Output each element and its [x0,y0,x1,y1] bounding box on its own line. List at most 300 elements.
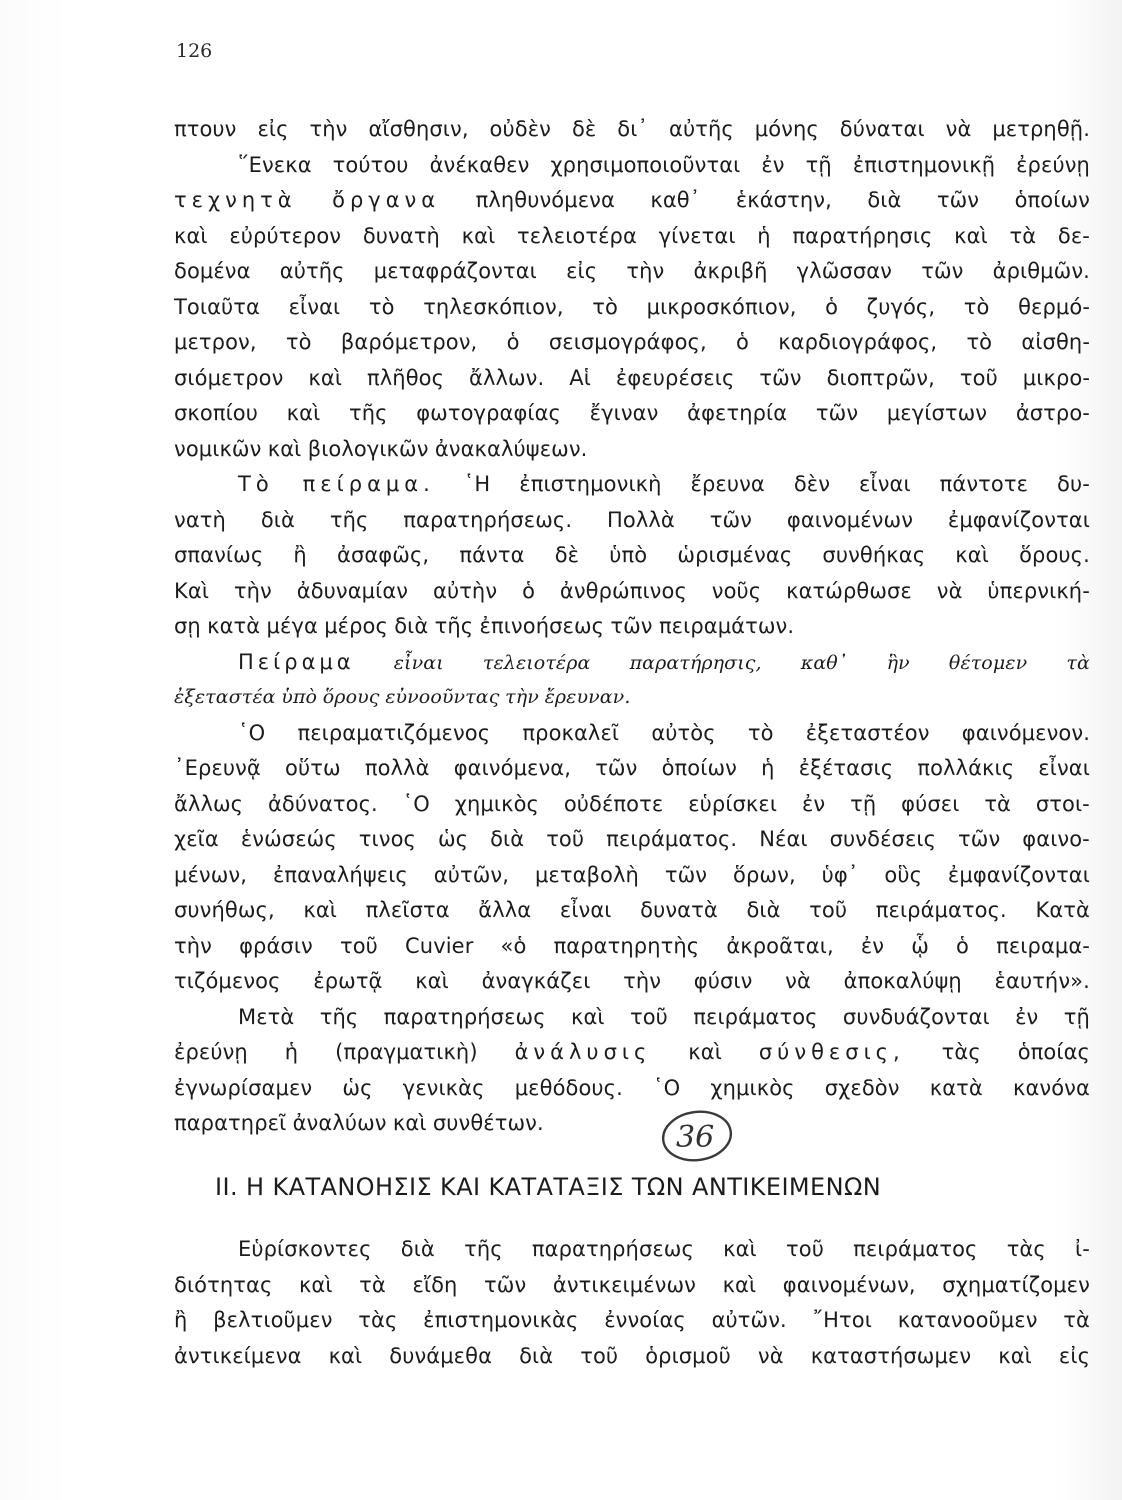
word: ζυγός, [866,294,936,319]
word: ἐννοίας [604,1308,686,1332]
word: διὰ [490,827,525,851]
word: κατὰ [929,1075,983,1100]
word: μεταφράζονται [373,259,537,283]
word: φαινομένων, [782,1272,916,1297]
word: ῞Ενεκα [238,152,312,177]
word: συνθέτων. [432,1111,544,1135]
word: ἡ [757,223,771,248]
word: μένων, [174,862,248,887]
word: τὸ [966,330,993,354]
word: τὸ [963,294,990,319]
text-line [174,432,1090,468]
word: Τοιαῦτα [174,294,260,319]
word: ἀνάλυσις [514,1040,652,1064]
word: ὁ [825,294,839,319]
word: τοῦ [959,365,998,390]
word: ὅρων, [733,862,796,887]
word: δύναται [839,117,925,141]
word: τὰς [358,1308,398,1332]
text-line [174,1268,1090,1304]
word: εἶναι [859,472,911,496]
word: αὐτῶν. [711,1308,787,1332]
word: ἀκριβῆ [693,259,768,283]
word: Μετὰ [238,1004,295,1029]
word: προκαλεῖ [522,720,620,745]
word: τῇ [850,791,877,816]
word: ἑαυτήν». [994,969,1090,993]
word: τὴν [174,933,212,958]
word: νὰ [936,578,963,603]
word: ἀδύνατος. [267,791,378,816]
word: καὶ [688,1040,722,1064]
word: τοῦ [786,1237,824,1261]
text-line [174,716,1090,752]
word: ἐγνωρίσαμεν [174,1075,313,1100]
word: οὐδὲν [489,117,551,141]
word: φύσει [901,791,960,816]
word: σχεδὸν [824,1075,900,1100]
text-line [174,574,1090,610]
word: ἔρευναν. [544,686,631,708]
word: καὶ [571,1004,605,1029]
word: τῶν [595,756,638,780]
word: ὅρους. [1019,543,1090,567]
word: μεθόδους. [514,1075,623,1100]
word: καὶ [174,223,208,248]
word: θερμό- [1018,294,1090,319]
text-line [174,254,1090,290]
text-line [174,822,1090,858]
word: βιολογικῶν [307,436,429,461]
definition-line [174,645,1090,681]
word: παρατηρήσεως. [403,507,573,532]
word: διὰ [400,1237,435,1261]
word: (πραγματικὴ) [335,1040,478,1064]
word: πειραματιζόμενος [297,720,491,745]
word: νομικῶν [174,436,262,461]
word: τὸ [368,294,395,319]
text-line [174,1339,1090,1375]
word: καρδιογράφος, [778,330,938,354]
section-heading: II. Η ΚΑΤΑΝΟΗΣΙΣ ΚΑΙ ΚΑΤΑΤΑΞΙΣ ΤΩΝ ΑΝΤΙΚΕΙΜΕΝΩΝ [215,1173,882,1201]
word: μικρο- [1022,365,1090,390]
word: ἐν [1015,1004,1039,1029]
word: ἀστρο- [1015,401,1090,425]
word: κατανοοῦμεν [897,1308,1038,1332]
word: ἐρεύνῃ [1016,152,1090,177]
word: τῆς [434,614,474,638]
word: τὴν [623,969,662,993]
word: τελειοτέρα [482,651,591,674]
text-line [174,929,1090,965]
word: τῆς [464,1237,503,1261]
text-line [174,609,1090,645]
word: πληθυνόμενα [475,188,615,212]
word: τὰ [1063,1308,1090,1332]
word: νατὴ [174,507,226,532]
word: σκοπίου [174,401,258,425]
word: τὴν [505,686,539,708]
word: καὶ [328,1343,363,1368]
word: πλεῖστα [365,898,450,922]
word: δὲ [554,543,580,567]
word: τὴν [309,117,348,141]
word: ἐπιστημονικῇ [852,152,996,177]
word: δυνατὴ [362,223,440,248]
word: ὑπερνική- [987,578,1090,603]
word: τῶν [709,507,752,532]
word: μικροσκόπιον, [646,294,797,319]
text-line [174,467,1090,503]
text-line [174,290,1090,326]
word: πτουν [174,117,237,141]
word: καὶ [955,543,989,567]
word: διοπτρῶν, [826,365,935,390]
word: τὰ [359,1272,386,1297]
word: τῶν [484,1272,527,1297]
word: δομένα [174,259,251,283]
word: ὁ [522,578,536,603]
word: σπανίως [174,543,264,567]
word: πειράματος. [606,827,738,851]
word: ἀνέκαθεν [429,152,530,177]
word: Νέαι [759,827,808,851]
word: τὰς [941,1040,981,1064]
word: νοῦς [711,578,762,603]
word: ἀσαφῶς, [337,543,430,567]
word: ἡ [761,756,775,780]
circled-number-mark [660,1108,734,1164]
word: τῆς [329,507,369,532]
word: δε- [1057,223,1090,248]
word: παρατηρεῖ [174,1111,287,1135]
text-line [174,538,1090,574]
word: ἢ [174,1308,188,1332]
text-line [174,893,1090,929]
word: καὶ [298,1272,333,1297]
word: εἰς [566,259,598,283]
word: χεῖα [174,827,219,851]
word: στοι- [1035,791,1090,816]
word: τῶν [815,401,859,425]
word: σεισμογράφος, [548,330,707,354]
word: ὡς [342,1075,373,1100]
word: ᾿Ερευνᾷ [174,756,261,780]
word: παρατήρησις [792,223,933,248]
section-two-body [174,1232,1090,1374]
word: τῶν [664,862,708,887]
text-line [174,787,1090,823]
text-line [174,219,1090,255]
definition-line [174,680,1090,716]
word: αὐτῆς [279,259,345,283]
word: αὐτὸς [651,720,716,745]
word: πειράματος. [875,898,1007,922]
word: καὶ [267,436,302,461]
word: συνήθως, [174,898,275,922]
word: τοῦ [339,933,378,958]
word: ἐμφανίζονται [947,507,1090,532]
word: διότητας [174,1272,273,1297]
word: ἐρεύνῃ [174,1040,248,1064]
word: παρατήρησις, [629,651,762,674]
word: κατὰ [207,614,261,638]
word: καταστήσωμεν [810,1343,972,1368]
word: ἔρευνα [690,472,765,496]
word: ἀνθρώπινος [559,578,687,603]
word: ἐξεταστέα [174,686,276,708]
mark-number: 36 [676,1120,715,1155]
word: τὰ [984,791,1011,816]
word: ὡς [437,827,469,851]
text-line [174,325,1090,361]
word: φύσιν [693,969,753,993]
word: ἄλλα [478,898,532,922]
word: γενικὰς [402,1075,485,1100]
word: ἀδυναμίαν [296,578,409,603]
word: τῶν [921,259,964,283]
word: κανόνα [1012,1075,1090,1100]
word: πολλὰ [364,756,430,780]
word: φαινόμενον. [961,720,1090,745]
word: τῇ [805,152,832,177]
word: δυ- [1057,472,1090,496]
text-line [174,751,1090,787]
word: Cuvier [405,933,474,958]
word: ὁ [956,933,969,958]
word: ἀντικειμένων [552,1272,696,1297]
word: κατώρθωσε [786,578,912,603]
word: πολλάκις [917,756,1015,780]
word: ἐφευρέσεις [615,365,735,390]
word: ἀνακαλύψεων. [434,436,588,461]
word: διὰ [394,614,429,638]
word: ὡρισμένας [677,543,793,567]
word: γίνεται [658,223,736,248]
word: εἴδη [412,1272,458,1297]
word: ῾Ο [238,720,266,745]
word: οὐδέποτε [563,791,664,816]
word: ἐμφανίζονται [947,862,1090,887]
word: ὄργανα [332,188,441,212]
word: ἄλλων. [469,365,545,390]
word: πείραμα. [302,472,435,496]
word: αὐτὴν [433,578,498,603]
text-line [174,964,1090,1000]
word: τῆς [319,1004,359,1029]
word: καὶ [308,365,343,390]
word: ἑκάστην, [735,188,832,212]
word: τινος [358,827,416,851]
word: ὁποίων [661,756,737,780]
word: χημικὸς [710,1075,795,1100]
word: ἀναγκάζει [481,969,591,993]
word: μετρηθῇ. [992,117,1090,141]
word: καθ᾿ [800,651,848,674]
word: γλῶσσαν [796,259,893,283]
word: τὰ [1009,223,1037,248]
word: ᾧ [911,933,929,958]
word: τὸ [285,330,312,354]
word: δυνατὰ [640,898,718,922]
word: καὶ [998,1343,1032,1368]
word: ἐπιστημονικὰς [423,1308,579,1332]
text-line [174,361,1090,397]
word: δυνάμεθα [389,1343,493,1368]
word: ἐπαναλήψεις [272,862,408,887]
word: εἰς [1058,1343,1090,1368]
text-line [174,396,1090,432]
word: πλῆθος [367,365,445,390]
word: πειραμα- [996,933,1090,958]
word: «ὁ [500,933,527,958]
handwritten-page-mark [660,1108,734,1164]
word: τὰς [1006,1237,1046,1261]
word: ἐπινοήσεως [479,614,605,638]
word: συνδέσεις [829,827,937,851]
word: τοῦ [809,898,848,922]
word: εἶναι [559,898,612,922]
word: πάντα [459,543,525,567]
word: ἐν [860,933,885,958]
word: ῾Ο [402,791,430,816]
word: ἐξεταστέον [805,720,930,745]
word: τὸ [592,294,618,319]
word: καὶ [303,898,338,922]
word: ἐρωτᾷ [313,969,383,993]
word: Πολλὰ [607,507,675,532]
word: ὅρους [322,686,380,708]
word: πειράματος [693,1004,818,1029]
section-one-body [174,112,1090,1142]
word: Εὑρίσκοντες [238,1237,372,1261]
word: δὲν [793,472,831,496]
word: εὑρίσκει [688,791,778,816]
word: ὁρισμοῦ [645,1343,731,1368]
word: παρατηρήσεως [531,1237,694,1261]
word: Πείραμα [238,649,355,674]
word: Αἱ [569,365,591,390]
word: διὰ [519,1343,554,1368]
word: τοῦ [629,1004,668,1029]
word: νὰ [785,969,811,993]
word: φράσιν [239,933,313,958]
word: τῆς [348,401,388,425]
word: τῶν [936,188,980,212]
word: τῶν [958,827,1001,851]
word: ἀριθμῶν. [992,259,1090,283]
word: σύνθεσις, [758,1040,905,1064]
word: καὶ [723,1237,757,1261]
word: νὰ [945,117,972,141]
word: ἑνώσεώς [240,827,337,851]
word: ὁποίων [1014,188,1090,212]
word: νὰ [757,1343,784,1368]
word: πειράματος [853,1237,978,1261]
word: τοῦ [546,827,585,851]
word: φαινομένων [786,507,914,532]
word: τῇ [1063,1004,1090,1029]
word: ῎Ητοι [812,1308,872,1332]
word: ἐξέτασις [798,756,894,780]
word: ἀντικείμενα [174,1343,302,1368]
word: ἔγιναν [589,401,659,425]
word: αὐτῶν, [433,862,510,887]
word: τιζόμενος [174,969,281,993]
word: συνδυάζονται [842,1004,990,1029]
word: σχηματίζομεν [942,1272,1090,1297]
word: πειραμάτων. [658,614,795,638]
text-line [174,503,1090,539]
word: οὕτω [285,756,341,780]
word: φαινο- [1022,827,1090,851]
text-line [174,148,1090,184]
text-line [174,1000,1090,1036]
word: διὰ [260,507,295,532]
word: ὁποίας [1017,1040,1090,1064]
word: ἰ- [1075,1237,1090,1261]
word: ὁ [506,330,520,354]
word: ἀκροᾶται, [726,933,834,958]
word: μεταβολὴ [534,862,639,887]
word: τεχνητὰ [174,188,297,212]
word: τελειοτέρα [517,223,637,248]
word: βαρόμετρον, [340,330,478,354]
word: εἶναι [393,651,444,674]
word: εὐνοοῦντας [385,686,500,708]
word: ἐν [801,791,826,816]
word: χημικὸς [454,791,539,816]
word: διὰ [746,898,781,922]
word: εὐρύτερον [229,223,342,248]
word: Κατὰ [1035,898,1090,922]
word: ἣν [886,651,910,674]
word: εἰς [257,117,289,141]
word: καὶ [415,969,449,993]
word: μεγίστων [886,401,988,425]
word: καὶ [392,1111,427,1135]
word: τὸ [747,720,774,745]
word: τὰ [1066,651,1090,674]
word: τοῦ [580,1343,619,1368]
word: αὐτῆς [669,117,734,141]
word: παρατηρητὴς [553,933,700,958]
word: εἶναι [288,294,341,319]
text-line [174,112,1090,148]
word: ὑπὸ [281,686,318,708]
word: ὑπὸ [609,543,648,567]
word: καὶ [286,401,321,425]
word: τῶν [610,614,653,638]
word: ὁ [735,330,749,354]
word: μέγα [266,614,318,638]
word: καὶ [461,223,496,248]
word: φαινόμενα, [453,756,572,780]
word: πάντοτε [939,472,1029,496]
word: μετρον, [174,330,257,354]
word: ἐν [761,152,785,177]
word: ἐπιστημονικὴ [519,472,662,496]
text-line [174,858,1090,894]
text-line [174,1035,1090,1071]
word: τηλεσκόπιον, [423,294,564,319]
word: αἴσθησιν, [368,117,469,141]
word: ὑφ᾿ [821,862,859,887]
text-line [174,1106,1090,1142]
word: τὴν [233,578,272,603]
word: τὴν [626,259,665,283]
word: ἀναλύων [292,1111,387,1135]
